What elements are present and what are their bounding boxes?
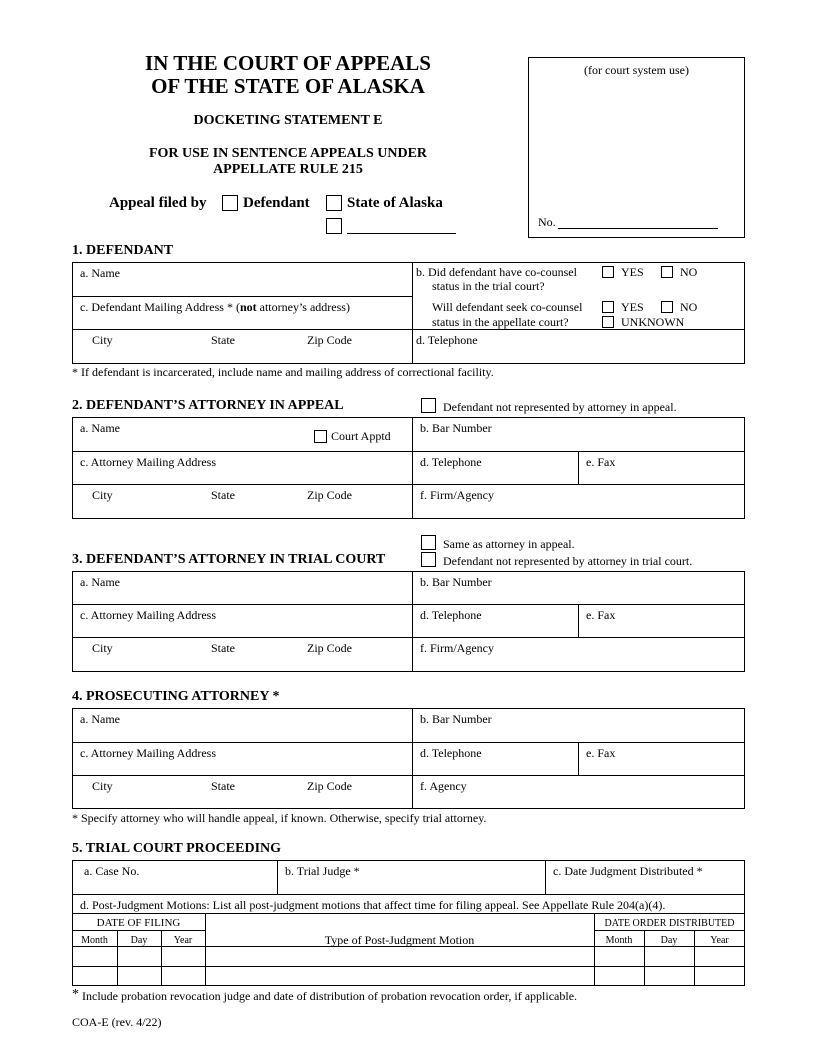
court-title-line1: IN THE COURT OF APPEALS: [145, 51, 431, 75]
court-use-label: (for court system use): [584, 63, 689, 77]
prosecutor-agency-field[interactable]: f. Agency: [420, 779, 467, 793]
trial-not-represented-label: Defendant not represented by attorney in trial court.: [443, 554, 693, 568]
trial-attorney-bar-field[interactable]: b. Bar Number: [420, 575, 492, 589]
cocounsel-appellate-yes-label: YES: [621, 300, 644, 314]
order-month-header: Month: [605, 935, 633, 946]
order-day-header: Day: [660, 935, 678, 946]
trial-attorney-address-field[interactable]: c. Attorney Mailing Address: [80, 608, 216, 622]
court-use-box: [528, 57, 745, 238]
prosecutor-state-field[interactable]: State: [211, 779, 235, 793]
form-id: COA-E (rev. 4/22): [72, 1015, 162, 1029]
use-line2: APPELLATE RULE 215: [213, 162, 363, 177]
prosecutor-telephone-field[interactable]: d. Telephone: [420, 746, 482, 760]
section1-note: * If defendant is incarcerated, include name and mailing address of correctional facility.: [72, 365, 494, 379]
mail-post: attorney’s address): [256, 300, 350, 314]
filing-month-header: Month: [81, 935, 108, 946]
other-filer-checkbox[interactable]: [326, 218, 342, 234]
section5-note: Include probation revocation judge and date of distribution of probation revocation order, if applicable.: [82, 989, 578, 1003]
date-of-filing-header: DATE OF FILING: [96, 917, 181, 929]
cocounsel-trial-question-2: status in the trial court?: [432, 279, 545, 293]
appeal-attorney-state-field[interactable]: State: [211, 488, 235, 502]
appeal-not-represented-checkbox[interactable]: [421, 398, 436, 413]
section3-heading: 3. DEFENDANT’S ATTORNEY IN TRIAL COURT: [72, 552, 386, 567]
defendant-telephone-field[interactable]: d. Telephone: [416, 333, 478, 347]
same-as-appeal-checkbox[interactable]: [421, 535, 436, 550]
cocounsel-appellate-question: Will defendant seek co-counsel: [432, 300, 583, 314]
state-of-alaska-checkbox[interactable]: [326, 195, 342, 211]
cocounsel-trial-question: b. Did defendant have co-counsel: [416, 265, 577, 279]
cocounsel-appellate-no-checkbox[interactable]: [661, 301, 673, 313]
trial-attorney-city-field[interactable]: City: [92, 641, 113, 655]
motion-row-1[interactable]: [205, 947, 594, 966]
post-judgment-motions-label: d. Post-Judgment Motions: List all post-judgment motions that affect time for filing appeal. See Appellate Rule 204(a)(4).: [80, 898, 666, 912]
other-filer-line[interactable]: [347, 233, 456, 234]
cocounsel-appellate-no-label: NO: [680, 300, 698, 314]
case-number-field[interactable]: a. Case No.: [84, 864, 140, 878]
defendant-option-label: Defendant: [243, 195, 310, 211]
appeal-attorney-fax-field[interactable]: e. Fax: [586, 455, 616, 469]
filing-year-header: Year: [173, 935, 193, 946]
section4-note: * Specify attorney who will handle appeal, if known. Otherwise, specify trial attorney.: [72, 811, 487, 825]
trial-not-represented-checkbox[interactable]: [421, 552, 436, 567]
trial-judge-field[interactable]: b. Trial Judge *: [285, 864, 360, 878]
cocounsel-appellate-unknown-label: UNKNOWN: [621, 315, 685, 329]
cocounsel-trial-no-checkbox[interactable]: [661, 266, 673, 278]
defendant-checkbox[interactable]: [222, 195, 238, 211]
mail-not: not: [239, 300, 257, 314]
prosecutor-bar-field[interactable]: b. Bar Number: [420, 712, 492, 726]
appeal-filed-by-label: Appeal filed by: [109, 195, 207, 211]
motion-row-2[interactable]: [205, 967, 594, 986]
use-line1: FOR USE IN SENTENCE APPEALS UNDER: [148, 146, 428, 161]
appeal-attorney-zip-field[interactable]: Zip Code: [307, 488, 352, 502]
appeal-not-represented-label: Defendant not represented by attorney in appeal.: [443, 400, 677, 414]
date-judgment-field[interactable]: c. Date Judgment Distributed *: [553, 864, 703, 878]
defendant-name-field[interactable]: a. Name: [80, 266, 120, 280]
section2-heading: 2. DEFENDANT’S ATTORNEY IN APPEAL: [72, 398, 344, 413]
section5-heading: 5. TRIAL COURT PROCEEDING: [72, 841, 282, 856]
trial-attorney-name-field[interactable]: a. Name: [80, 575, 120, 589]
appeal-attorney-firm-field[interactable]: f. Firm/Agency: [420, 488, 494, 502]
appeal-attorney-address-field[interactable]: c. Attorney Mailing Address: [80, 455, 216, 469]
prosecutor-zip-field[interactable]: Zip Code: [307, 779, 352, 793]
court-use-no-line[interactable]: [558, 228, 718, 229]
trial-attorney-fax-field[interactable]: e. Fax: [586, 608, 616, 622]
trial-attorney-zip-field[interactable]: Zip Code: [307, 641, 352, 655]
trial-attorney-firm-field[interactable]: f. Firm/Agency: [420, 641, 494, 655]
prosecutor-address-field[interactable]: c. Attorney Mailing Address: [80, 746, 216, 760]
cocounsel-trial-no-label: NO: [680, 265, 698, 279]
cocounsel-appellate-yes-checkbox[interactable]: [602, 301, 614, 313]
defendant-state-field[interactable]: State: [211, 333, 235, 347]
motion-type-header: Type of Post-Judgment Motion: [324, 933, 475, 947]
order-year-header: Year: [710, 935, 729, 946]
trial-attorney-state-field[interactable]: State: [211, 641, 235, 655]
trial-attorney-telephone-field[interactable]: d. Telephone: [420, 608, 482, 622]
appeal-attorney-bar-field[interactable]: b. Bar Number: [420, 421, 492, 435]
appeal-attorney-telephone-field[interactable]: d. Telephone: [420, 455, 482, 469]
court-apptd-checkbox[interactable]: [314, 430, 327, 443]
cocounsel-trial-yes-label: YES: [621, 265, 644, 279]
appeal-attorney-city-field[interactable]: City: [92, 488, 113, 502]
court-use-no-label: No.: [538, 215, 556, 229]
defendant-city-field[interactable]: City: [92, 333, 113, 347]
court-title-line2: OF THE STATE OF ALASKA: [151, 74, 425, 98]
appeal-attorney-name-field[interactable]: a. Name: [80, 421, 120, 435]
same-as-appeal-label: Same as attorney in appeal.: [443, 537, 575, 551]
cocounsel-trial-yes-checkbox[interactable]: [602, 266, 614, 278]
defendant-mailing-address-field[interactable]: [80, 300, 350, 314]
cocounsel-appellate-question-2: status in the appellate court?: [432, 315, 569, 329]
state-option-label: State of Alaska: [347, 195, 443, 211]
prosecutor-fax-field[interactable]: e. Fax: [586, 746, 616, 760]
court-apptd-label: Court Apptd: [331, 429, 391, 443]
prosecutor-name-field[interactable]: a. Name: [80, 712, 120, 726]
section4-heading: 4. PROSECUTING ATTORNEY *: [72, 689, 280, 704]
prosecutor-city-field[interactable]: City: [92, 779, 113, 793]
defendant-zip-field[interactable]: Zip Code: [307, 333, 352, 347]
cocounsel-appellate-unknown-checkbox[interactable]: [602, 316, 614, 328]
section5-note-star: *: [72, 987, 79, 1002]
docket-title: DOCKETING STATEMENT E: [193, 113, 383, 128]
date-order-distributed-header: DATE ORDER DISTRIBUTED: [604, 918, 735, 929]
mail-pre: c. Defendant Mailing Address * (: [80, 300, 240, 314]
filing-day-header: Day: [130, 935, 148, 946]
section1-heading: 1. DEFENDANT: [72, 243, 174, 258]
